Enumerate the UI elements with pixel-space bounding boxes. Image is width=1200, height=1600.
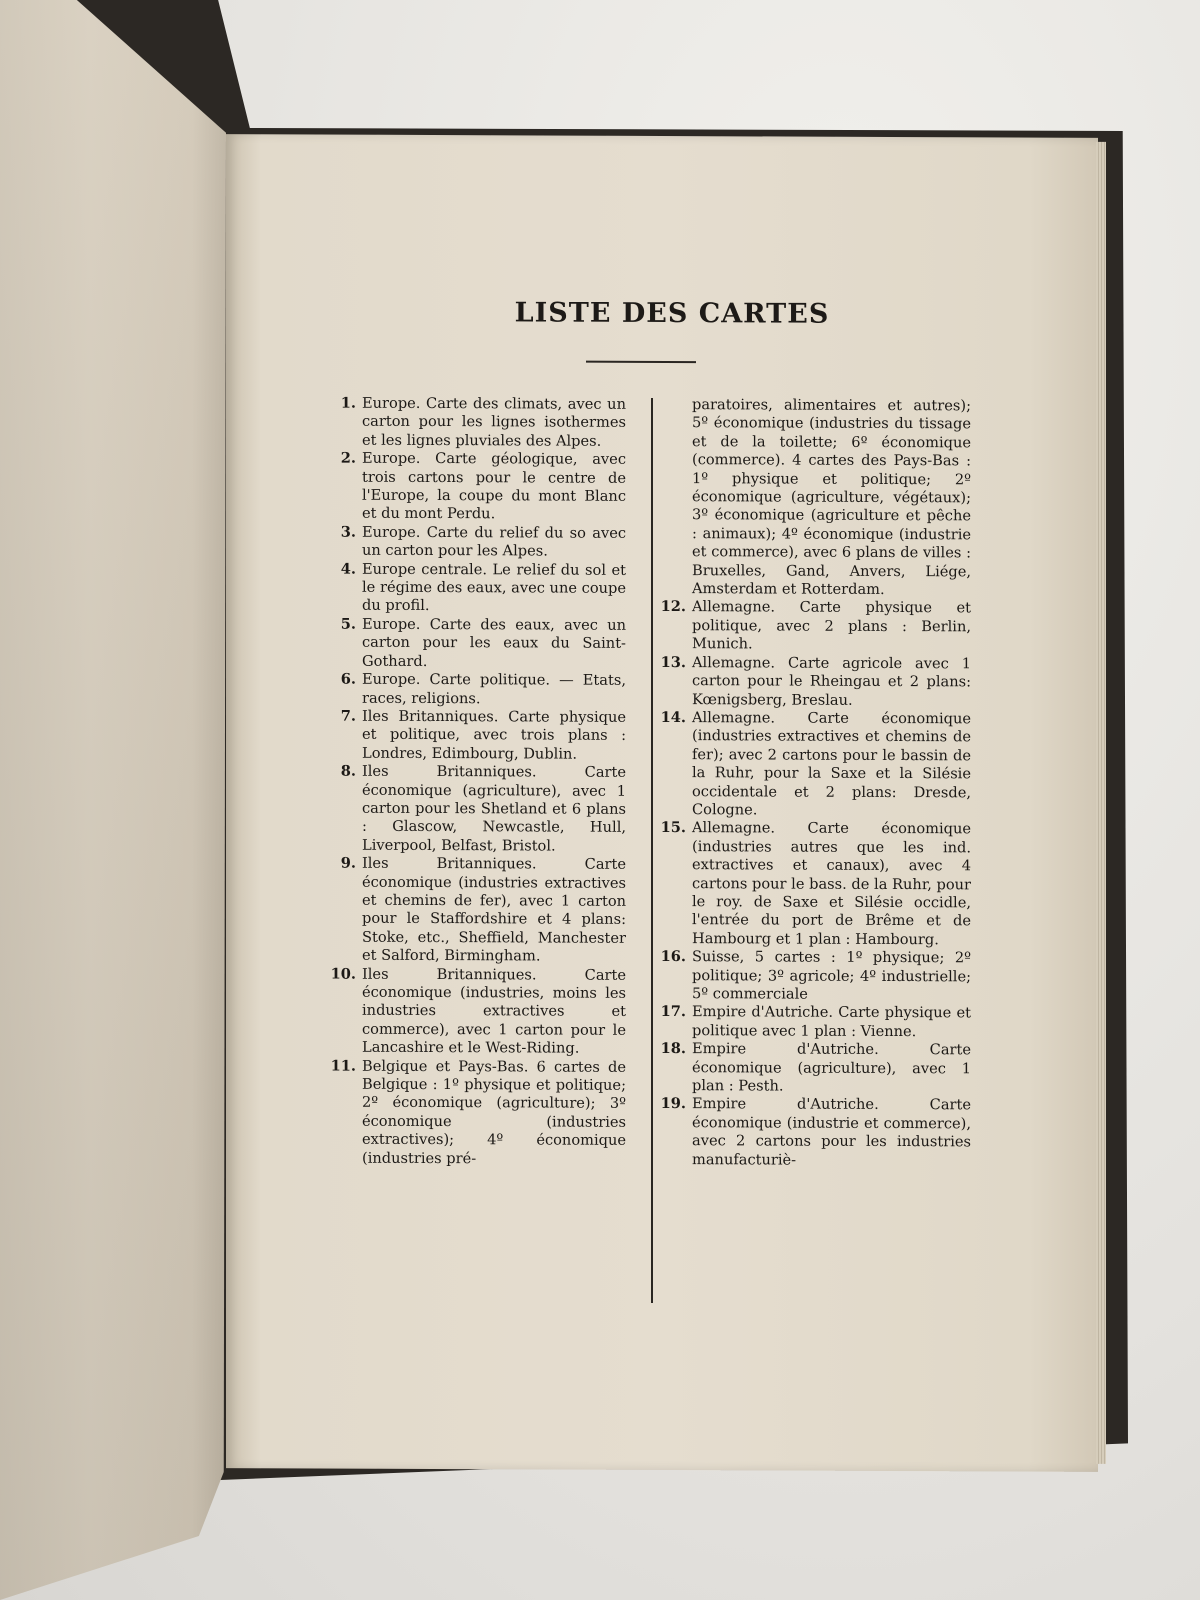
item-number: 19. xyxy=(660,1095,686,1113)
page-edge xyxy=(1096,142,1106,1464)
list-item xyxy=(656,948,971,1005)
item-text: Europe. Carte des eaux, avec un carton pour les eaux du Saint-Gothard. xyxy=(362,615,626,670)
item-number: 4. xyxy=(340,560,356,578)
item-number: 8. xyxy=(340,762,356,780)
item-text: Europe centrale. Le relief du sol et le régime des eaux, avec une coupe du profil. xyxy=(362,560,626,615)
item-text: Empire d'Autriche. Carte économique (agriculture), avec 1 plan : Pesth. xyxy=(692,1040,971,1095)
list-item xyxy=(326,707,626,764)
list-item xyxy=(656,598,971,655)
item-text: Iles Britanniques. Carte physique et politique, avec trois plans : Londres, Edimbourg, Dublin. xyxy=(362,707,626,763)
item-text: Iles Britanniques. Carte économique (agriculture), avec 1 carton pour les Shetland et 6 plans : Glascow, Newcastle, Hull, Liverpool, Belfast, Bristol. xyxy=(362,762,626,855)
item-number: 3. xyxy=(340,523,356,541)
list-item xyxy=(326,395,626,452)
right-page xyxy=(226,134,1098,1472)
item-text: Allemagne. Carte économique (industries autres que les ind. extractives et canaux), avec 4 cartons pour le bass. de la Ruhr, pour le roy. de Saxe et Silésie occidle, l'entrée du port de Brême et de Hambourg et 1 plan : Hambourg. xyxy=(692,819,971,948)
item-text: Suisse, 5 cartes : 1º physique; 2º politique; 3º agricole; 4º industrielle; 5º commerciale xyxy=(692,948,971,1003)
item-number: 5. xyxy=(340,615,356,633)
item-number: 6. xyxy=(340,670,356,688)
item-text: Belgique et Pays-Bas. 6 cartes de Belgique : 1º physique et politique; 2º économique (agriculture); 3º économique (industries extractives); 4º économique (industries pré- xyxy=(362,1057,626,1167)
title-rule xyxy=(586,361,696,363)
item-number: 13. xyxy=(660,653,686,671)
list-item xyxy=(326,560,626,617)
item-number: 9. xyxy=(340,854,356,872)
item-text: Iles Britanniques. Carte économique (industries extractives et chemins de fer), avec 1 carton pour le Staffordshire et 4 plans: Stoke, etc., Sheffield, Manchester et Salford, Birmingham. xyxy=(362,854,626,965)
page-title: LISTE DES CARTES xyxy=(514,297,830,330)
list-item xyxy=(656,654,971,711)
item-number: 18. xyxy=(660,1040,686,1058)
item-text: Europe. Carte des climats, avec un carton pour les lignes isothermes et les lignes pluviales des Alpes. xyxy=(362,394,626,450)
left-blank-page xyxy=(0,0,226,1600)
item-text: Allemagne. Carte économique (industries extractives et chemins de fer); avec 2 cartons pour le bassin de la Ruhr, pour la Saxe et la Silésie occidentale et 2 plans: Dresde, Cologne. xyxy=(692,709,971,819)
item-number: 10. xyxy=(330,965,356,983)
list-item xyxy=(326,965,626,1058)
item-number: 2. xyxy=(340,449,356,467)
list-item xyxy=(326,450,626,525)
item-text: Europe. Carte géologique, avec trois cartons pour le centre de l'Europe, la coupe du mont Blanc et du mont Perdu. xyxy=(362,449,626,523)
list-item xyxy=(326,763,626,856)
left-column xyxy=(326,395,626,1169)
list-item xyxy=(656,1003,971,1041)
column-divider xyxy=(651,398,653,1303)
item-text: Allemagne. Carte physique et politique, avec 2 plans : Berlin, Munich. xyxy=(692,598,971,653)
list-item xyxy=(326,671,626,709)
list-item xyxy=(656,709,971,821)
item-number: 7. xyxy=(340,707,356,725)
item-number: 15. xyxy=(660,819,686,837)
item-text: Europe. Carte politique. — Etats, races, religions. xyxy=(362,670,626,707)
item-number: 17. xyxy=(660,1003,686,1021)
item-11-continuation: paratoires, alimentaires et autres); 5º économique (industries du tissage et de la toilette; 6º économique (commerce). 4 cartes des Pays-Bas : 1º physique et politique; 2º économique (agriculture, végétaux); 3º économique (agriculture et pêche : animaux); 4º économique (industrie et commerce), avec 6 plans de villes : Bruxelles, Gand, Anvers, Liége, Amsterdam et Rotterdam. xyxy=(692,396,971,599)
item-text: Iles Britanniques. Carte économique (industries, moins les industries extractives et commerce), avec 1 carton pour le Lancashire et le West-Riding. xyxy=(362,965,626,1057)
list-item xyxy=(656,1040,971,1097)
list-item xyxy=(326,615,626,672)
item-number: 14. xyxy=(660,708,686,727)
item-number: 11. xyxy=(330,1057,356,1075)
item-text: Europe. Carte du relief du so avec un carton pour les Alpes. xyxy=(362,523,626,560)
item-number: 12. xyxy=(660,598,686,616)
list-item xyxy=(656,1095,971,1170)
item-text: Allemagne. Carte agricole avec 1 carton pour le Rheingau et 2 plans: Kœnigsberg, Breslau. xyxy=(692,653,971,709)
list-item xyxy=(326,1057,626,1169)
item-number: 1. xyxy=(340,394,356,412)
right-column xyxy=(656,396,971,1170)
list-item xyxy=(656,819,971,949)
item-text: Empire d'Autriche. Carte physique et politique avec 1 plan : Vienne. xyxy=(692,1003,971,1040)
list-item xyxy=(326,855,626,967)
item-text: Empire d'Autriche. Carte économique (industrie et commerce), avec 2 cartons pour les industries manufacturiè- xyxy=(692,1095,971,1169)
list-item xyxy=(326,523,626,561)
item-number: 16. xyxy=(660,948,686,966)
